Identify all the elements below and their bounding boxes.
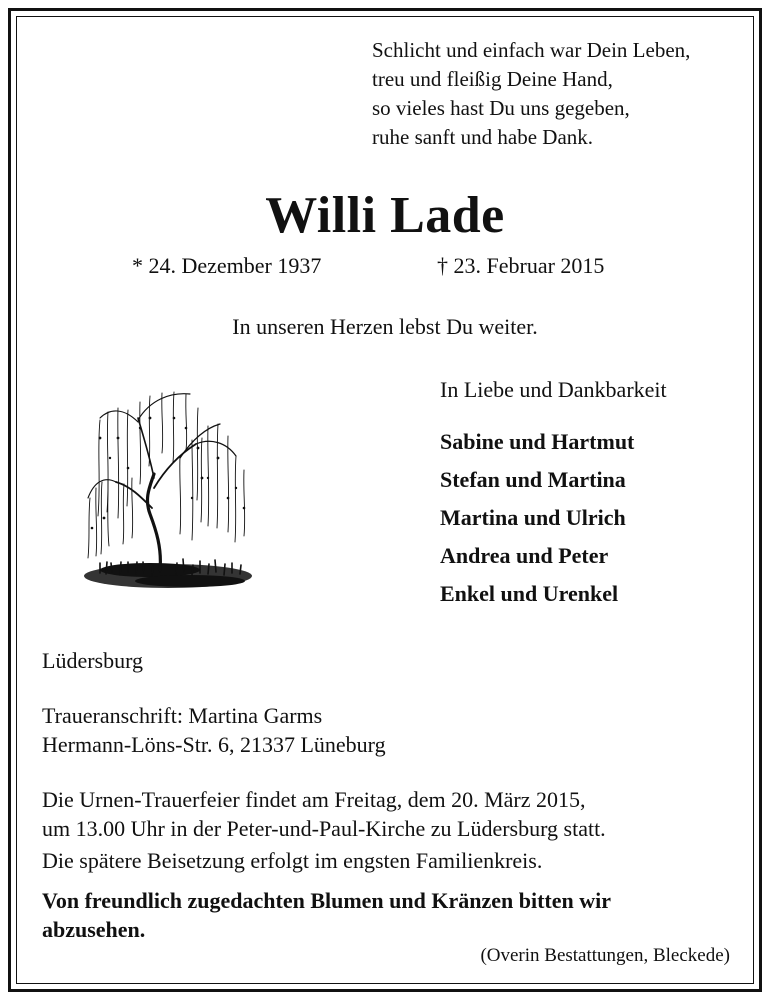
service-info [42, 785, 742, 843]
mourners-list [440, 423, 634, 613]
address-line: Traueranschrift: Martina Garms [42, 703, 323, 728]
poem-line: treu und fleißig Deine Hand, [372, 67, 613, 91]
place: Lüdersburg [42, 648, 144, 673]
request-line: Von freundlich zugedachten Blumen und Kränzen bitten wir [42, 888, 612, 913]
address-line: Hermann-Löns-Str. 6, 21337 Lüneburg [42, 732, 386, 757]
undertaker: (Overin Bestattungen, Bleckede) [480, 945, 730, 966]
poem-line: ruhe sanft und habe Dank. [372, 125, 594, 149]
mourner-name: Sabine und Hartmut [440, 429, 635, 454]
mourner-name: Andrea und Peter [440, 543, 609, 568]
request-line: abzusehen. [42, 917, 146, 942]
poem-line: so vieles hast Du uns gegeben, [372, 96, 630, 120]
mourner-name: Enkel und Urenkel [440, 581, 619, 606]
flowers-request [42, 886, 742, 944]
poem-line: Schlicht und einfach war Dein Leben, [372, 38, 691, 62]
deceased-name: Willi Lade [265, 187, 505, 244]
service-line: um 13.00 Uhr in der Peter-und-Paul-Kirche zu Lüdersburg statt. [42, 816, 606, 841]
mourner-name: Stefan und Martina [440, 467, 626, 492]
motto: In unseren Herzen lebst Du weiter. [232, 314, 538, 339]
service-line: Die Urnen-Trauerfeier findet am Freitag, dem 20. März 2015, [42, 787, 586, 812]
burial-info: Die spätere Beisetzung erfolgt im engsten Familienkreis. [42, 848, 543, 873]
death-date: † 23. Februar 2015 [437, 253, 605, 278]
family-intro: In Liebe und Dankbarkeit [440, 377, 667, 402]
mourning-address [42, 701, 386, 759]
weeping-willow-icon [80, 378, 256, 606]
poem [372, 36, 690, 152]
birth-date: * 24. Dezember 1937 [132, 253, 322, 278]
mourner-name: Martina und Ulrich [440, 505, 626, 530]
